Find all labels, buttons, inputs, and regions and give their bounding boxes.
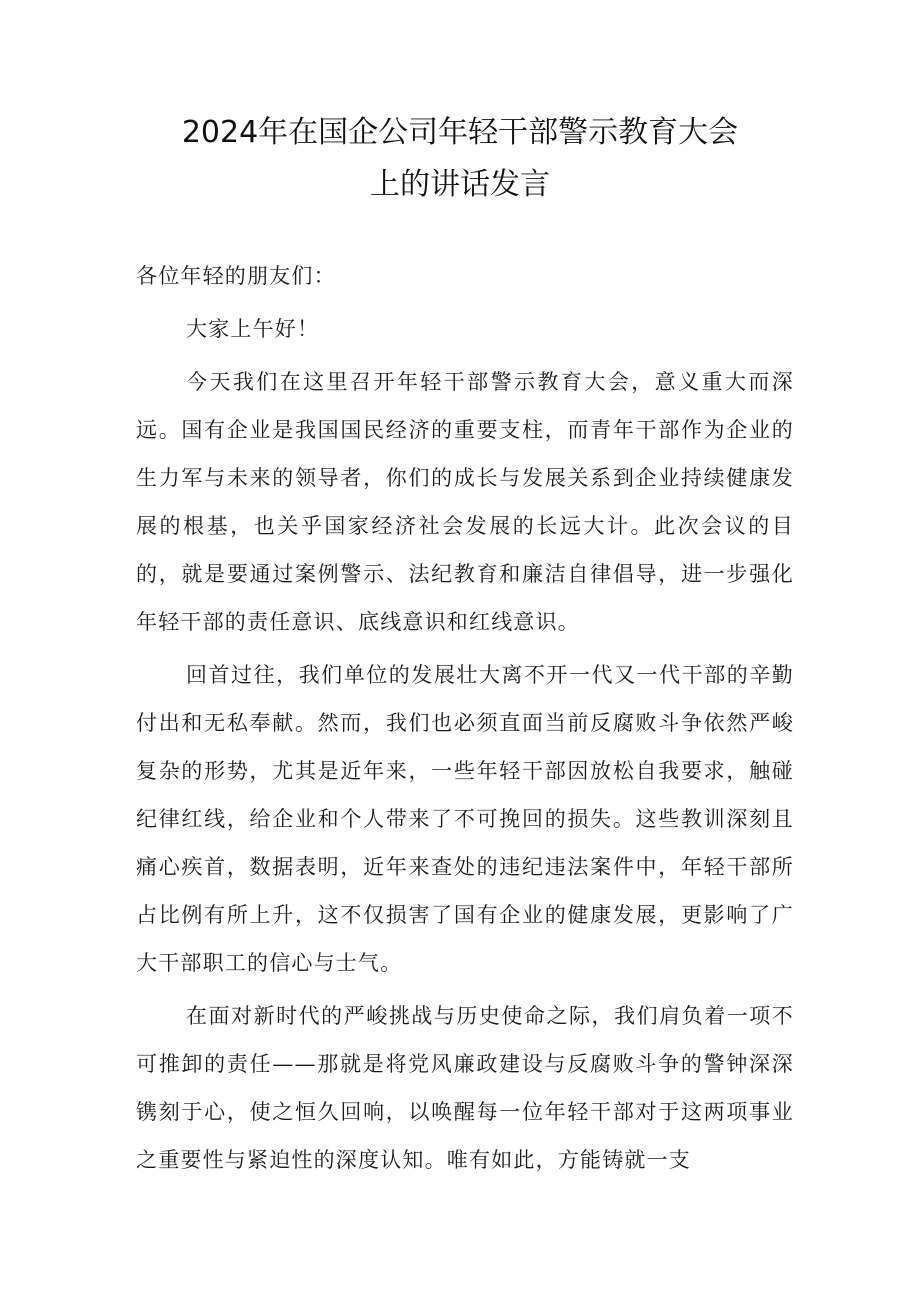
greeting-paragraph: 大家上午好！ (186, 317, 320, 341)
document-title-line-1: 2024年在国企公司年轻干部警示教育大会 (181, 115, 739, 150)
document-title-line-2: 上的讲话发言 (370, 167, 550, 202)
body-paragraph: 在面对新时代的严峻挑战与历史使命之际，我们肩负着一项不可推卸的责任——那就是将党风廉政建设与反腐败斗争的警钟深深镌刻于心，使之恒久回响，以唤醒每一位年轻干部对于这两项事业之重要性与紧迫性的深度认知。唯有如此，方能铸就一支 (136, 1004, 794, 1172)
body-paragraph: 今天我们在这里召开年轻干部警示教育大会，意义重大而深远。国有企业是我国国民经济的重要支柱，而青年干部作为企业的生力军与未来的领导者，你们的成长与发展关系到企业持续健康发展的根基，也关乎国家经济社会发展的长远大计。此次会议的目的，就是要通过案例警示、法纪教育和廉洁自律倡导，进一步强化年轻干部的责任意识、底线意识和红线意识。 (136, 370, 794, 634)
body-paragraph: 回首过往，我们单位的发展壮大离不开一代又一代干部的辛勤付出和无私奉献。然而，我们也必须直面当前反腐败斗争依然严峻复杂的形势，尤其是近年来，一些年轻干部因放松自我要求，触碰纪律红线，给企业和个人带来了不可挽回的损失。这些教训深刻且痛心疾首，数据表明，近年来查处的违纪违法案件中，年轻干部所占比例有所上升，这不仅损害了国有企业的健康发展，更影响了广大干部职工的信心与士气。 (136, 663, 794, 975)
salutation: 各位年轻的朋友们： (136, 264, 336, 288)
document-body (136, 252, 794, 1189)
